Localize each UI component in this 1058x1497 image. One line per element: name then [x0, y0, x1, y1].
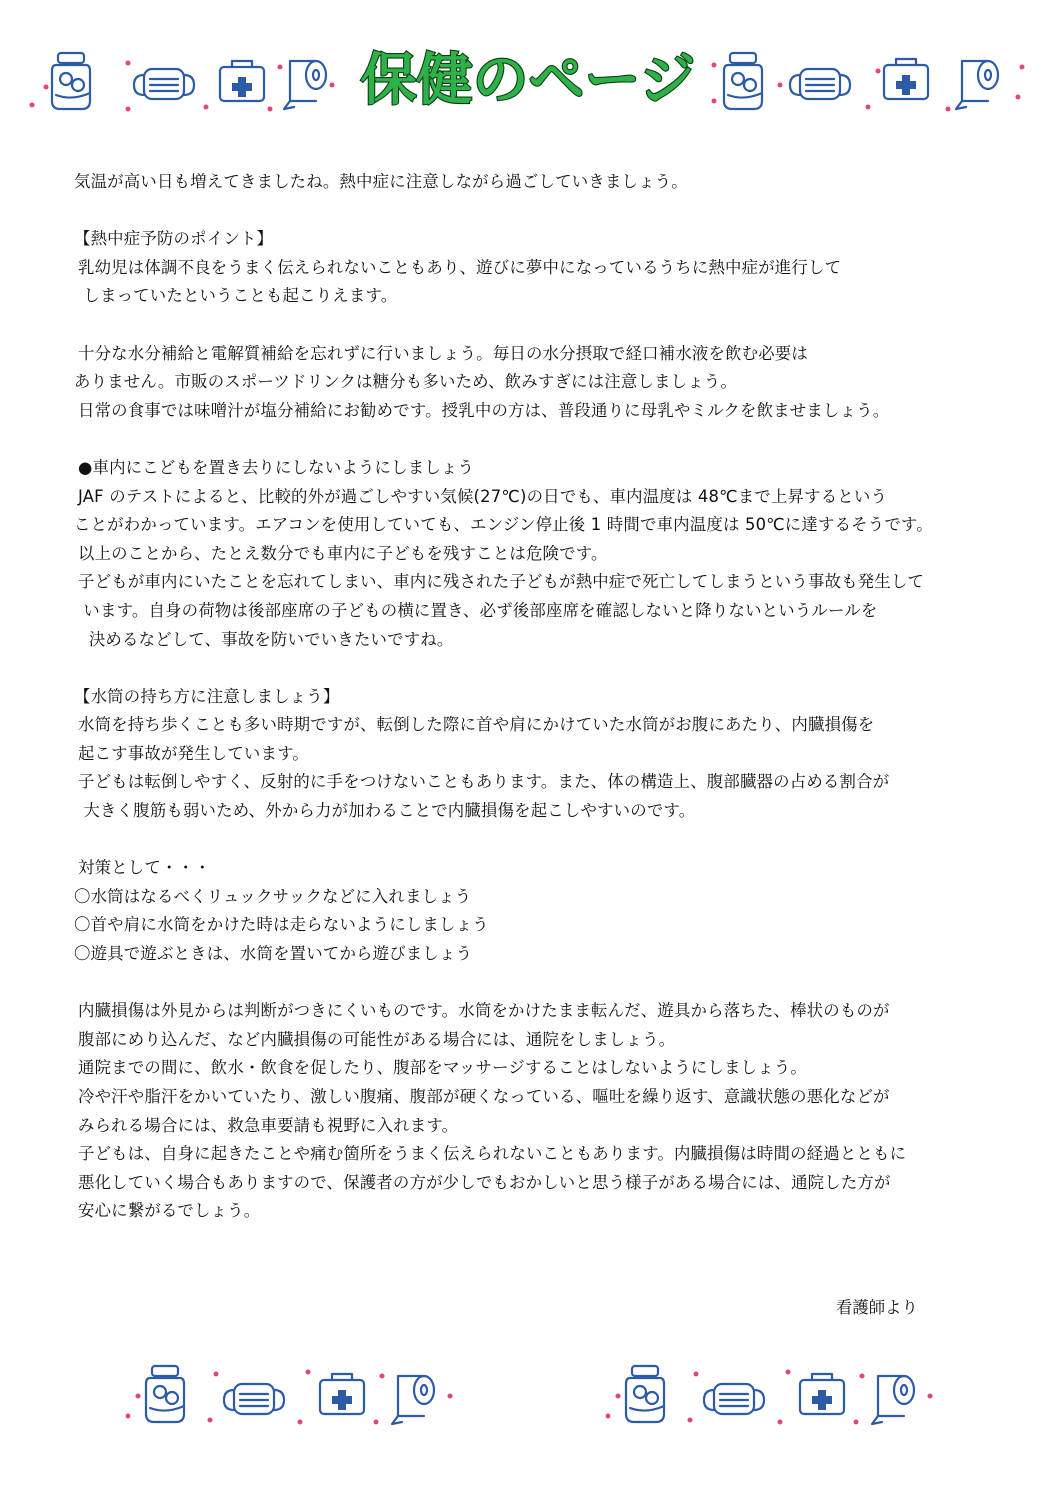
car-line: 決めるなどして、事故を防いでいきたいですね。: [78, 629, 454, 649]
first-aid-kit-icon: [220, 61, 264, 101]
injury-line: 腹部にめり込んだ、など内臓損傷の可能性がある場合には、通院をしましょう。: [78, 1029, 676, 1049]
bottle-line: 水筒を持ち歩くことも多い時期ですが、転倒した際に首や肩にかけていた水筒がお腹にあたり、内臓損傷を: [78, 715, 875, 735]
footer-decoration-left: [120, 1360, 460, 1430]
injury-line: 通院までの間に、飲水・飲食を促したり、腹部をマッサージすることはしないようにしましょう。: [78, 1058, 808, 1078]
first-aid-kit-icon: [800, 1374, 844, 1414]
measure-item: 〇首や肩に水筒をかけた時は走らないようにしましょう: [74, 915, 489, 935]
first-aid-kit-icon: [320, 1374, 364, 1414]
header-decoration-right: [700, 45, 1030, 115]
hydration-line: 十分な水分補給と電解質補給を忘れずに行いましょう。毎日の水分摂取で経口補水液を飲む必要は: [78, 343, 808, 363]
toilet-paper-icon: [956, 61, 998, 109]
bottle-line: 子どもは転倒しやすく、反射的に手をつけないこともあります。また、体の構造上、腹部臓器の占める割合が: [78, 772, 890, 792]
article-body: [74, 168, 994, 1226]
hydration-line: 日常の食事では味噌汁が塩分補給にお勧めです。授乳中の方は、普段通りに母乳やミルクを飲ませましょう。: [78, 400, 890, 420]
heatstroke-heading: 【熱中症予防のポイント】: [74, 229, 274, 249]
bottle-heading: 【水筒の持ち方に注意しましょう】: [74, 686, 340, 706]
car-line: 子どもが車内にいたことを忘れてしまい、車内に残された子どもが熱中症で死亡してしまうという事故も発生して: [78, 572, 925, 592]
measure-item: 〇水筒はなるべくリュックサックなどに入れましょう: [74, 886, 472, 906]
jar-icon: [52, 53, 90, 109]
measures-intro: 対策として・・・: [78, 858, 211, 878]
injury-line: 子どもは、自身に起きたことや痛む箇所をうまく伝えられないこともあります。内臓損傷は時間の経過とともに: [78, 1144, 907, 1164]
car-heading: ●車内にこどもを置き去りにしないようにしましょう: [78, 457, 475, 477]
injury-line: 冷や汗や脂汗をかいていたり、激しい腹痛、腹部が硬くなっている、嘔吐を繰り返す、意識状態の悪化などが: [78, 1087, 890, 1106]
injury-line: みられる場合には、救急車要請も視野に入れます。: [78, 1115, 459, 1135]
hydration-line: ありません。市販のスポーツドリンクは糖分も多いため、飲みすぎには注意しましょう。: [74, 372, 737, 392]
mask-icon: [704, 1384, 764, 1414]
mask-icon: [134, 69, 194, 99]
car-line: います。自身の荷物は後部座席の子どもの横に置き、必ず後部座席を確認しないと降りないというルールを: [78, 600, 878, 620]
heatstroke-line: しまっていたということも起こりえます。: [78, 286, 398, 306]
first-aid-kit-icon: [884, 59, 928, 99]
injury-line: 安心に繋がるでしょう。: [78, 1201, 261, 1221]
jar-icon: [724, 53, 762, 109]
footer-decoration-right: [600, 1360, 940, 1430]
toilet-paper-icon: [392, 1376, 434, 1424]
jar-icon: [626, 1366, 664, 1422]
car-line: 以上のことから、たとえ数分でも車内に子どもを残すことは危険です。: [78, 543, 608, 563]
signature: 看護師より: [836, 1298, 918, 1317]
page-title: [343, 44, 713, 114]
mask-icon: [790, 69, 850, 99]
bottle-line: 起こす事故が発生しています。: [78, 743, 309, 763]
bottle-line: 大きく腹筋も弱いため、外から力が加わることで内臓損傷を起こしやすいのです。: [78, 801, 696, 821]
car-line: ことがわかっています。エアコンを使用していても、エンジン停止後 1 時間で車内温度は 50℃に達するそうです。: [74, 515, 933, 535]
heatstroke-line: 乳幼児は体調不良をうまく伝えられないこともあり、遊びに夢中になっているうちに熱中症が進行して: [78, 257, 842, 277]
injury-line: 内臓損傷は外見からは判断がつきにくいものです。水筒をかけたまま転んだ、遊具から落ちた、棒状のものが: [78, 1001, 890, 1021]
injury-line: 悪化していく場合もありますので、保護者の方が少しでもおかしいと思う様子がある場合には、通院した方が: [78, 1172, 891, 1192]
page-title-text: 保健のページ: [360, 48, 696, 113]
measure-item: 〇遊具で遊ぶときは、水筒を置いてから遊びましょう: [74, 944, 473, 964]
car-line: JAF のテストによると、比較的外が過ごしやすい気候(27℃)の日でも、車内温度は 48℃まで上昇するという: [78, 486, 888, 506]
header-decoration-left: [20, 45, 340, 115]
toilet-paper-icon: [872, 1376, 914, 1424]
toilet-paper-icon: [284, 61, 326, 109]
intro-text: 気温が高い日も増えてきましたね。熱中症に注意しながら過ごしていきましょう。: [74, 172, 688, 191]
jar-icon: [146, 1366, 184, 1422]
mask-icon: [224, 1384, 284, 1414]
